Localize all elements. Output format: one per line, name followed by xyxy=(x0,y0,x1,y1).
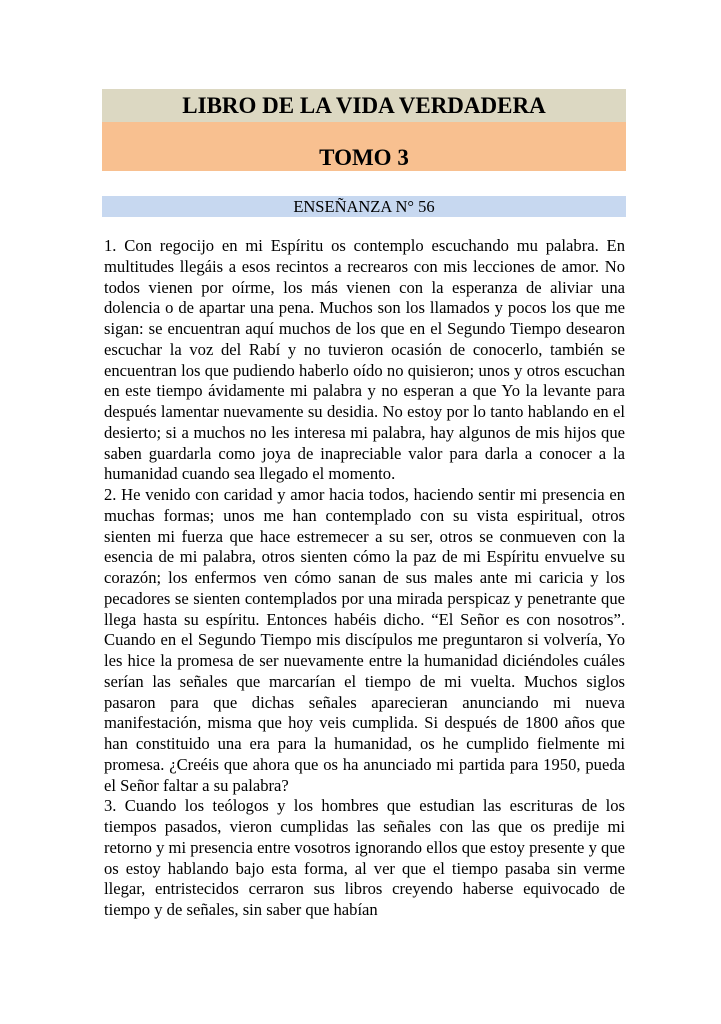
paragraph-3: 3. Cuando los teólogos y los hombres que estudian las escrituras de los tiempos pasados, vieron cumplidas las señales con las que os predije mi retorno y mi presencia entre vosotros ignorando ellos que estoy presente y que os estoy hablando bajo esta forma, al ver que el tiempo pasaba sin verme llegar, entristecidos cerraron sus libros creyendo haberse equivocado de tiempo y de señales, sin saber que habían xyxy=(104,796,625,919)
book-title: LIBRO DE LA VIDA VERDADERA xyxy=(102,89,626,122)
paragraph-2: 2. He venido con caridad y amor hacia todos, haciendo sentir mi presencia en muchas formas; unos me han contemplado con su vista espiritual, otros sienten mi fuerza que hace estremecer a su ser, otros se conmueven con la esencia de mi palabra, otros sienten cómo la paz de mi Espíritu envuelve su corazón; los enfermos ven cómo sanan de sus males ante mi caricia y los pecadores se sienten contemplados por una mirada perspicaz y penetrante que llega hasta su espíritu. Entonces habéis dicho. “El Señor es con nosotros”. Cuando en el Segundo Tiempo mis discípulos me preguntaron si volvería, Yo les hice la promesa de ser nuevamente entre la humanidad diciéndoles cuáles serían las señales que marcarían el tiempo de mi vuelta. Muchos siglos pasaron para que dichas señales aparecieran anunciando mi nueva manifestación, misma que hoy veis cumplida. Si después de 1800 años que han constituido una era para la humanidad, os he cumplido fielmente mi promesa. ¿Creéis que ahora que os ha anunciado mi partida para 1950, pueda el Señor faltar a su palabra? xyxy=(104,485,625,795)
volume-title: TOMO 3 xyxy=(102,122,626,171)
teaching-heading: ENSEÑANZA N° 56 xyxy=(102,196,626,217)
paragraph-1: 1. Con regocijo en mi Espíritu os contemplo escuchando mu palabra. En multitudes llegáis a esos recintos a recrearos con mis lecciones de amor. No todos vienen por oírme, los más vienen con la esperanza de aliviar una dolencia o de apartar una pena. Muchos son los llamados y pocos los que me sigan: se encuentran aquí muchos de los que en el Segundo Tiempo desearon escuchar la voz del Rabí y no tuvieron ocasión de conocerlo, también se encuentran los que pudiendo haberlo oído no quisieron; unos y otros escuchan en este tiempo ávidamente mi palabra y no esperan a que Yo la levante para después lamentar nuevamente su desidia. No estoy por lo tanto hablando en el desierto; si a muchos no les interesa mi palabra, hay algunos de mis hijos que saben guardarla como joya de inapreciable valor para darla a conocer a la humanidad cuando sea llegado el momento. xyxy=(104,236,625,484)
document-body xyxy=(104,236,625,921)
